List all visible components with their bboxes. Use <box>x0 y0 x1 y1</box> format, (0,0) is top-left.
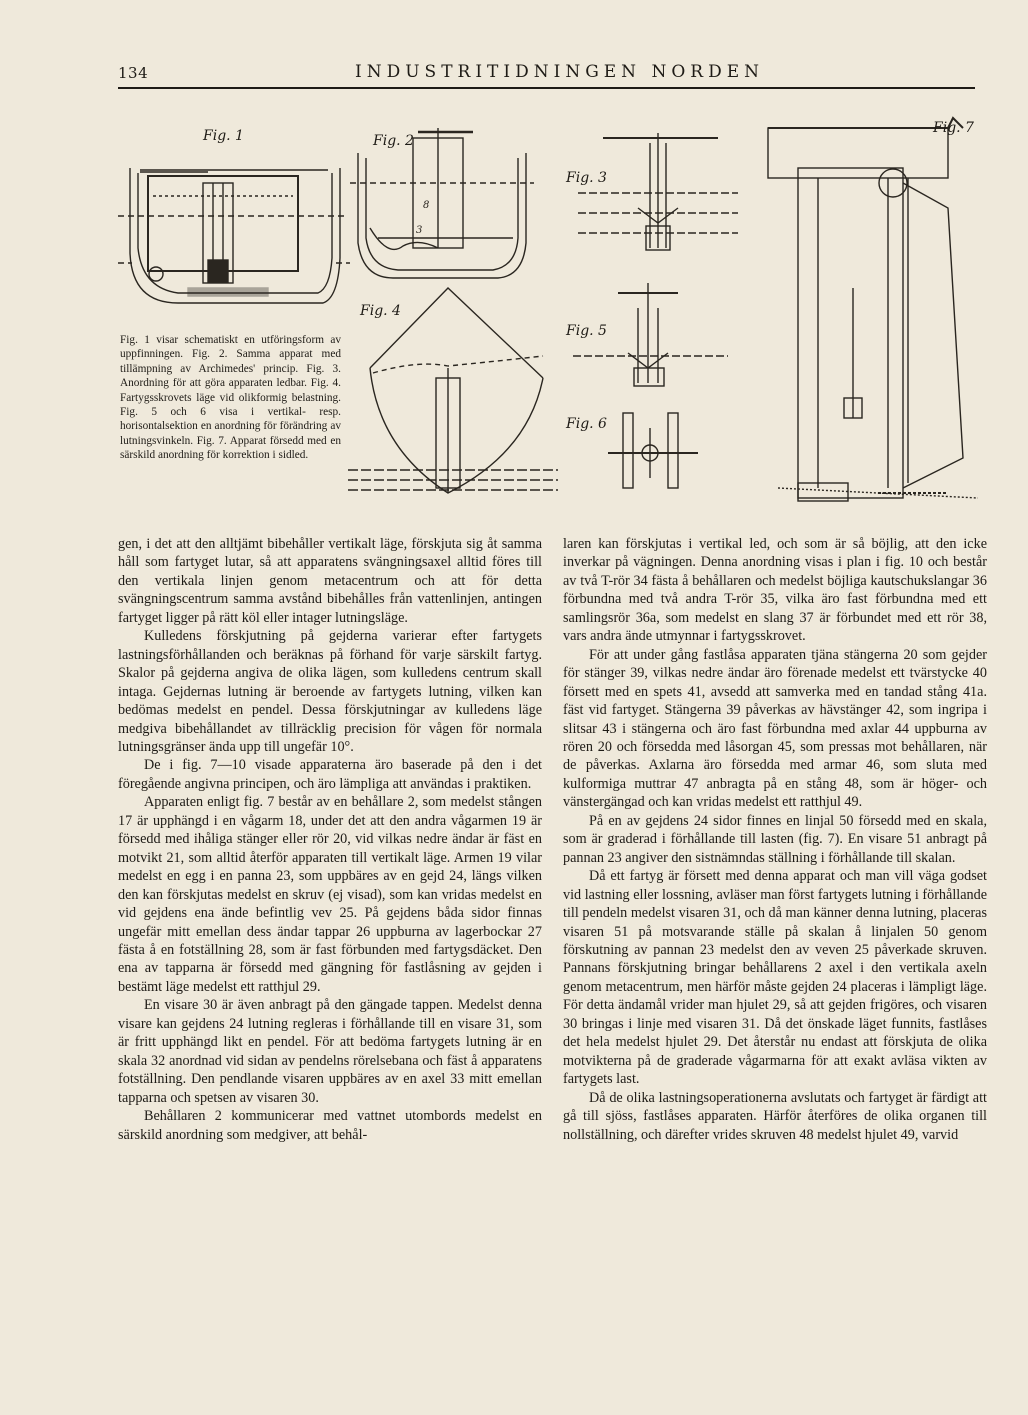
left-paragraph-5: En visare 30 är även anbragt på den gängade tappen. Medelst denna visare kan gejdens 24 lutning regleras i förhållande till en visare 31, som är fritt upphängd likt en pendel. För att bedöma fartygets lutning är en skala 32 anordnad vid sidan av pendelns rörelsebana och fäst å apparatens fotställning. Den pendlande visaren uppbäres av en axel 33 mitt emellan tapparna och spetsen av visaren 30. <box>118 997 542 1106</box>
fig-label-7: Fig. 7 <box>933 120 974 136</box>
fig-label-5: Fig. 5 <box>566 323 607 339</box>
fig-label-4: Fig. 4 <box>360 303 401 319</box>
right-paragraph-3: På en av gejdens 24 sidor finnes en linjal 50 försedd med en skala, som är graderad i förhållande till lasten (fig. 7). En visare 51 anbragt på pannan 23 angiver den sistnämndas ställning i förhållande till skalan. <box>563 812 987 866</box>
left-paragraph-3: De i fig. 7—10 visade apparaterna äro baserade på den i det föregående angivna principen, och äro lämpliga att användas i praktiken. <box>118 757 542 792</box>
left-paragraph-4: Apparaten enligt fig. 7 består av en behållare 2, som medelst stången 17 är upphängd i en vågarm 18, under det att den andra vågarmen 19 är försedd med ihåliga stänger eller rör 20, vid vilkas nedre ändar är fäst en motvikt 21, som alltid återför apparaten till vertikalt läge. Armen 19 vilar medelst en egg i en panna 23, som uppbäres av en gejd 24, längs vilken den kan förskjutas medelst en skruv (ej visad), som kan vridas medelst en vid gejdens ena ände befintlig vev 25. På gejdens båda sidor finnas ungefär mitt emellan dess ändar tappar 26 uppburna av lagerbockar 27 fästa å en fotställning 28, som är fast förbunden med fartygsdäcket. Den ena av tapparna är försedd med gängning för fastlåsning av gejden i bestämt läge medelst ett ratthjul 29. <box>118 794 542 995</box>
left-column <box>118 535 542 1144</box>
fig3-drawing <box>578 133 738 250</box>
fig-label-1: Fig. 1 <box>203 128 244 144</box>
right-column <box>563 535 987 1144</box>
left-paragraph-6: Behållaren 2 kommunicerar med vattnet utombords medelst en särskild anordning som medgiver, att behål- <box>118 1108 542 1143</box>
left-paragraph-2: Kulledens förskjutning på gejderna varierar efter fartygets lastningsförhållanden och beräknas på förhand för varje särskilt fartyg. Skalor på gejderna angiva de olika lägen, som kulledens centrum skall intaga. Gejdernas lutning är beroende av fartygets lutning, vilken kan bedömas medelst en pendel. Dessa förskjutningar av kulledens läge medgiva bibehållandet av tillräcklig precision för vågen för normala lutningsgränser ända upp till ungefär 10°. <box>118 628 542 755</box>
running-title: INDUSTRITIDNINGEN NORDEN <box>355 62 764 82</box>
figure-caption <box>120 333 341 463</box>
fig-label-2: Fig. 2 <box>373 133 414 149</box>
svg-text:3: 3 <box>416 225 423 236</box>
fig1-drawing <box>118 168 350 303</box>
svg-text:8: 8 <box>423 200 430 211</box>
caption-text: Fig. 1 visar schematiskt en utföringsform av uppfinningen. Fig. 2. Samma apparat med tillämpning av Archimedes' princip. Fig. 3. Anordning för att göra apparaten ledbar. Fig. 4. Fartygsskrovets läge vid olikformig belastning. Fig. 5 och 6 visa i vertikal- resp. horisontalsektion en anordning för förändring av lutningsvinkeln. Fig. 7. Apparat försedd med en särskild anordning för korrektion i sidled. <box>120 334 341 462</box>
fig2-drawing <box>350 128 534 278</box>
right-paragraph-4: Då ett fartyg är försett med denna apparat och man vill väga godset vid lastning eller lossning, avläser man först fartygets lutning i förhållande till pendeln medelst visaren 31, och då man känner denna lutning, placeras visaren 51 på motsvarande ställe på skalan å linjalen 50 genom förskutning av pannan 23 medelst den av veven 25 påverkade skruven. Pannans förskjutning bringar behållarens 2 axel i den vertikala axeln genom metacentrum, men härför måste gejden 24 placeras i lämpligt läge. För detta ändamål vrider man hjulet 29, så att gejden frigöres, och visaren 30 bringas i linje med visaren 31. Då det önskade läget funnits, fastlåses det hela medelst hjulet 29. Det återstår nu endast att förskjuta de olika motvikterna på de graderade vågarmarna för att exakt avläsa vikten av fartygets last. <box>563 868 987 1088</box>
header-rule <box>118 87 975 89</box>
fig-label-6: Fig. 6 <box>566 416 607 432</box>
right-paragraph-1: laren kan förskjutas i vertikal led, och som är så böjlig, att den icke inverkar på vägningen. Denna anordning visas i plan i fig. 10 och består av två T-rör 34 fästa å behållaren och medelst böjliga kautschukslangar 36 förbundna med två andra T-rör 35, vilka äro fast förbundna med ett samlingsrör 36a, som medelst en slang 37 är förbundet med ett rör 38, vars andra ände utmynnar i fartygsskrovet. <box>563 536 987 645</box>
fig6-drawing <box>608 413 698 488</box>
page-number: 134 <box>118 64 149 82</box>
fig-label-3: Fig. 3 <box>566 170 607 186</box>
left-paragraph-1: gen, i det att den alltjämt bibehåller vertikalt läge, förskjuta sig åt samma håll som fartyget lutar, så att apparatens svängningsaxel alltid föres till den vertikala linjen genom metacentrum och att för detta svängningscentrum samma avstånd bibehålles från vattenlinjen, antingen fartyget ligger på rätt köl eller intager lutningsläge. <box>118 536 542 626</box>
right-paragraph-5: Då de olika lastningsoperationerna avslutats och fartyget är färdigt att gå till sjöss, fastlåses apparaten. Härför återföres de olika organen till nollställning, och därefter vrides skruven 48 medelst hjulet 49, varvid <box>563 1089 987 1143</box>
fig7-drawing <box>768 118 978 501</box>
right-paragraph-2: För att under gång fastlåsa apparaten tjäna stängerna 20 som gejder för stänger 39, vilkas nedre ändar äro förenade medelst ett tvärstycke 40 försett med en spets 41, avsedd att samverka med en tandad stång 41a. fäst vid fartyget. Stängerna 39 påverkas av hävstänger 42, som ingripa i slitsar 43 i stängerna och äro fast förbundna med axlar 44 uppburna av rören 20 och försedda med låsorgan 45, som pressas mot behållaren, när de påverkas. Axlarna äro försedda med armar 46, som sluta med kulformiga muttrar 47 anbragta på en stång 48, som är höger- och vänstergängad och kan vridas medelst ett ratthjul 49. <box>563 646 987 811</box>
